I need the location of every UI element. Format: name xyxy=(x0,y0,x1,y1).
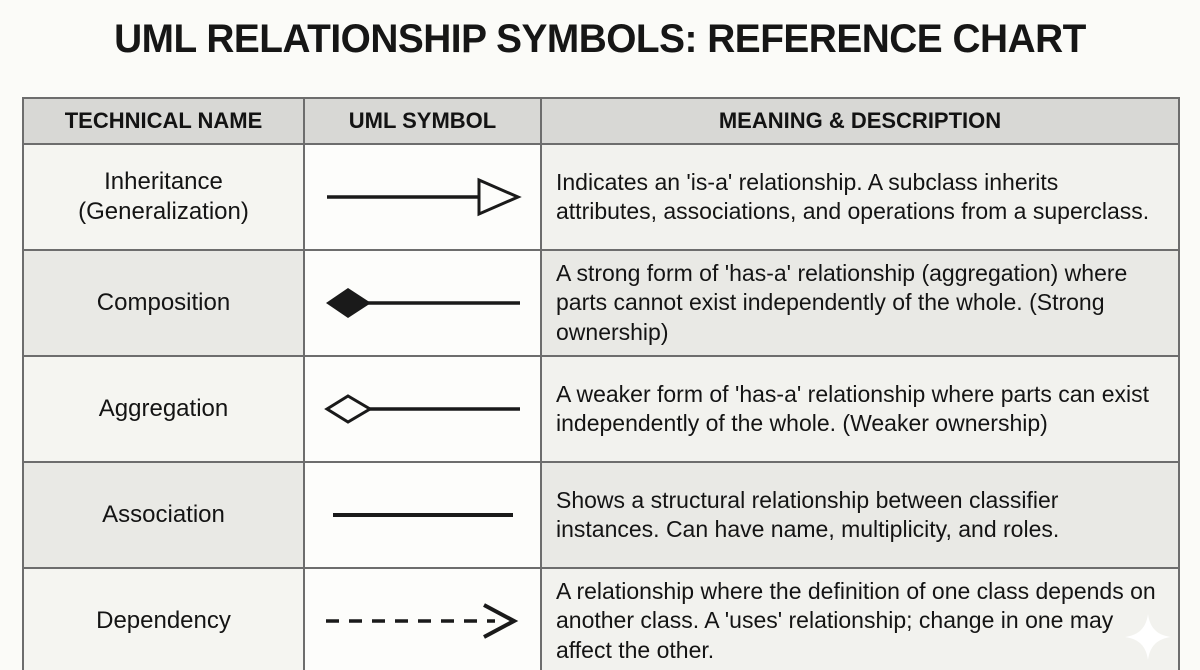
uml-symbol-cell xyxy=(304,462,541,568)
description-cell: A strong form of 'has-a' relationship (aggregation) where parts cannot exist independently of the whole. (Strong ownership) xyxy=(541,250,1179,356)
page-title: UML RELATIONSHIP SYMBOLS: REFERENCE CHART xyxy=(114,17,1086,61)
uml-symbols-reference-table xyxy=(22,97,1180,670)
uml-symbol-cell xyxy=(304,250,541,356)
dependency-dashed-arrow-icon xyxy=(323,598,523,644)
technical-name-cell: Aggregation xyxy=(23,356,304,462)
technical-name-cell: Dependency xyxy=(23,568,304,670)
description-cell: A relationship where the definition of one class depends on another class. A 'uses' relationship; change in one may affect the other. xyxy=(541,568,1179,670)
column-header-meaning-description: MEANING & DESCRIPTION xyxy=(541,98,1179,144)
uml-symbol-cell xyxy=(304,144,541,250)
table-row-aggregation xyxy=(23,356,1179,462)
description-cell: Shows a structural relationship between classifier instances. Can have name, multiplicity, and roles. xyxy=(541,462,1179,568)
description-cell: Indicates an 'is-a' relationship. A subclass inherits attributes, associations, and operations from a superclass. xyxy=(541,144,1179,250)
aggregation-hollow-diamond-icon xyxy=(323,386,523,432)
column-header-uml-symbol: UML SYMBOL xyxy=(304,98,541,144)
table-row-dependency xyxy=(23,568,1179,670)
table-row-association xyxy=(23,462,1179,568)
association-line-icon xyxy=(323,492,523,538)
uml-symbol-cell xyxy=(304,568,541,670)
technical-name-cell: Association xyxy=(23,462,304,568)
table-row-inheritance xyxy=(23,144,1179,250)
technical-name-cell: Inheritance (Generalization) xyxy=(23,144,304,250)
technical-name-cell: Composition xyxy=(23,250,304,356)
column-header-technical-name: TECHNICAL NAME xyxy=(23,98,304,144)
composition-filled-diamond-icon xyxy=(323,280,523,326)
description-cell: A weaker form of 'has-a' relationship where parts can exist independently of the whole. (Weaker ownership) xyxy=(541,356,1179,462)
uml-symbol-cell xyxy=(304,356,541,462)
table-header-row xyxy=(23,98,1179,144)
inheritance-arrow-icon xyxy=(323,174,523,220)
table-row-composition xyxy=(23,250,1179,356)
